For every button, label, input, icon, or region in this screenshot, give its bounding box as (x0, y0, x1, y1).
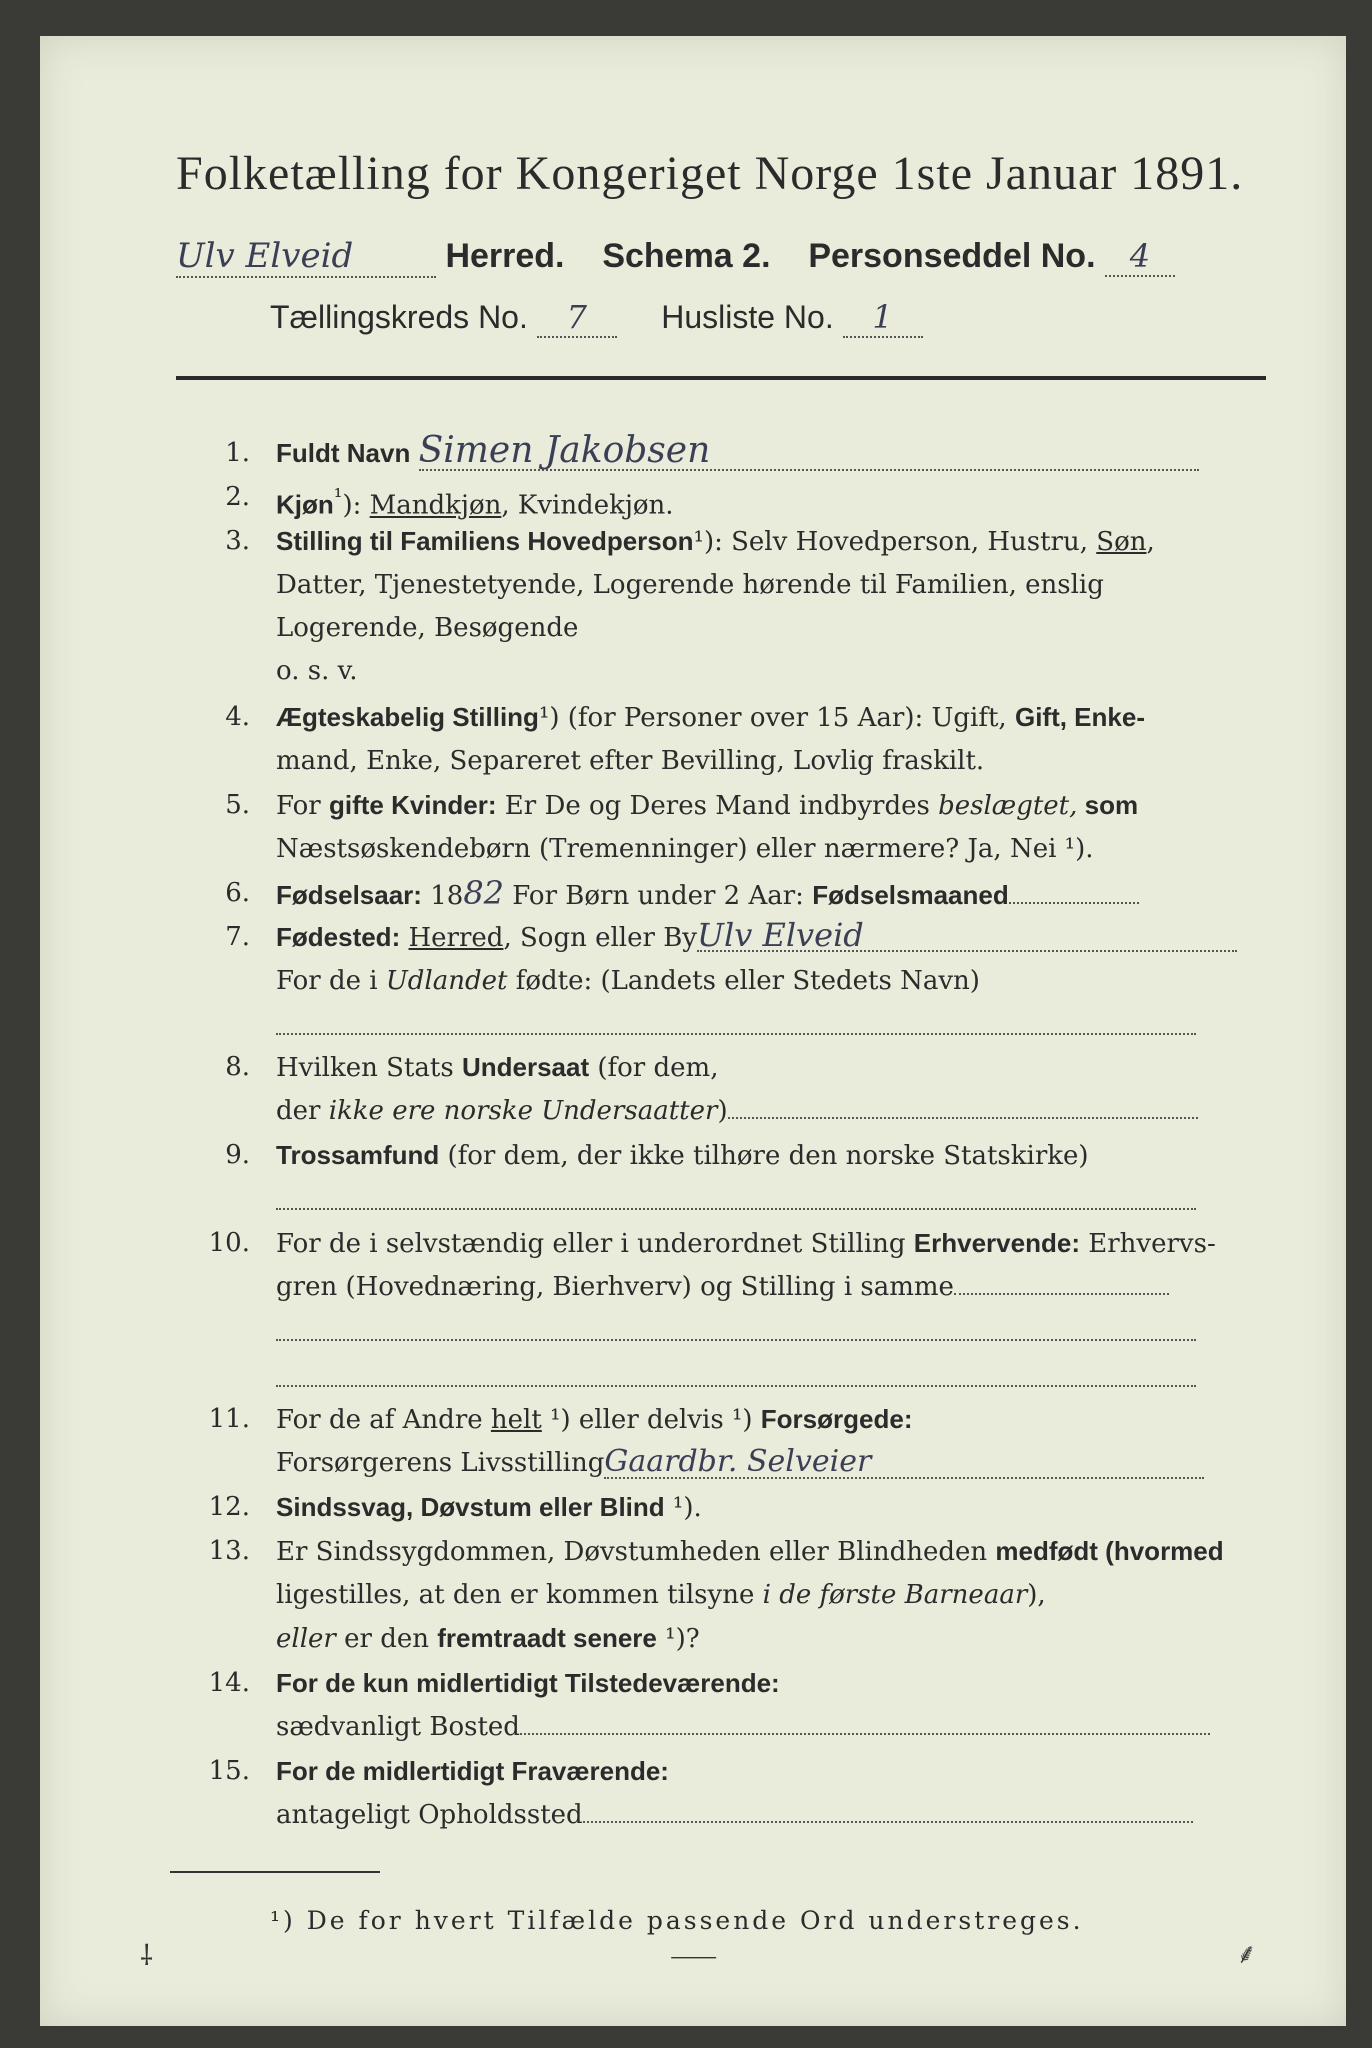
text (400, 923, 408, 953)
text: , (1146, 527, 1155, 557)
text: der (276, 1096, 329, 1126)
erhvervende-label: Erhvervende: (913, 1228, 1080, 1258)
herred-option: Herred (408, 923, 504, 953)
medfodt-label: medfødt (hvormed (995, 1536, 1224, 1566)
margin-mark-icon: ⸸ (140, 1939, 154, 1972)
husliste-value: 1 (843, 298, 923, 338)
text: (for dem, der ikke tilhøre den norske Statskirke) (439, 1141, 1089, 1171)
text-line: mand, Enke, Separeret efter Bevilling, Lovlig fraskilt. (276, 746, 985, 776)
aegteskab-label: Ægteskabelig Stilling (276, 702, 539, 732)
beslaegtet-text: beslægtet, (938, 791, 1078, 821)
opholdssted-label: antageligt Opholdssted (276, 1800, 583, 1830)
margin-mark-icon: ⸙ (1236, 1937, 1258, 1970)
text: Erhvervs- (1079, 1229, 1216, 1259)
text: eller (276, 1624, 336, 1654)
gifte-kvinder-label: gifte Kvinder: (328, 790, 497, 820)
sindssvag-label: Sindssvag, Døvstum eller Blind (276, 1492, 665, 1522)
personseddel-value: 4 (1105, 237, 1175, 277)
item-number: 10. (208, 1228, 250, 1258)
item-number: 4. (225, 702, 250, 732)
item-number: 9. (225, 1140, 250, 1170)
text-line: Næstsøskendebørn (Tremenninger) eller nærmere? Ja, Nei ¹). (276, 834, 1094, 864)
stilling-label: Stilling til Familiens Hovedperson (276, 526, 694, 556)
kreds-label: Tællingskreds No. (270, 299, 528, 335)
herred-label: Herred. (445, 237, 565, 275)
text: For de i (276, 966, 386, 996)
text: ): (342, 490, 370, 521)
text: Er De og Deres Mand indbyrdes (496, 791, 939, 821)
fravaerende-label: For de midlertidigt Fraværende: (276, 1756, 669, 1786)
fodselsmaaned-field (1009, 902, 1139, 904)
text: For de af Andre (276, 1405, 491, 1435)
fuldt-navn-value: Simen Jakobsen (419, 433, 1199, 471)
helt-option: helt (490, 1405, 542, 1435)
text: For (276, 791, 329, 821)
fuldt-navn-label: Fuldt Navn (276, 438, 411, 468)
item-number: 2. (225, 482, 250, 512)
item-number: 3. (225, 526, 250, 556)
text: (for dem, (589, 1053, 719, 1083)
trossamfund-label: Trossamfund (276, 1140, 440, 1170)
kjon-label: Kjøn (276, 489, 334, 520)
udland-field (276, 1003, 1196, 1035)
livsstilling-label: Forsørgerens Livsstilling (276, 1448, 605, 1478)
item-number: 11. (208, 1404, 250, 1434)
text: gren (Hovednæring, Bierhverv) og Stilling i samme (276, 1272, 954, 1302)
text: Udlandet (385, 966, 508, 996)
text: i de første Barneaar (762, 1580, 1028, 1610)
text: ) (717, 1096, 728, 1126)
text: fødte: (Landets eller Stedets Navn) (507, 966, 980, 996)
margin-mark-icon: ⸺ (670, 1939, 718, 1972)
kreds-husliste-row (270, 298, 1170, 338)
text: 18 (421, 881, 464, 911)
erhverv-field (954, 1293, 1169, 1295)
text: Hvilken Stats (276, 1053, 462, 1083)
item-number: 1. (225, 438, 250, 468)
tilstedevaerende-label: For de kun midlertidigt Tilstedeværende: (276, 1668, 780, 1698)
herred-value: Ulv Elveid (176, 236, 436, 278)
kvindekjon-option: , Kvindekjøn. (501, 490, 674, 521)
item-number: 14. (208, 1668, 250, 1698)
header-rule (176, 376, 1266, 380)
item-number: 15. (208, 1756, 250, 1786)
personseddel-label: Personseddel No. (808, 237, 1096, 275)
text: er den (335, 1624, 438, 1654)
bosted-label: sædvanligt Bosted (276, 1712, 520, 1742)
item-number: 6. (225, 878, 250, 908)
undersaat-field (728, 1117, 1198, 1119)
trossamfund-field (276, 1178, 1196, 1210)
husliste-label: Husliste No. (661, 299, 834, 335)
footnote: ¹) De for hvert Tilfælde passende Ord understreges. (270, 1906, 1084, 1935)
undersaat-label: Undersaat (461, 1052, 590, 1082)
mandkjon-option: Mandkjøn (369, 490, 502, 521)
text: ¹): Selv Hovedperson, Hustru, (693, 527, 1097, 557)
text-line: Logerende, Besøgende (276, 613, 579, 643)
kreds-value: 7 (537, 298, 617, 338)
fodested-value: Ulv Elveid (697, 920, 1237, 952)
bosted-field (520, 1733, 1210, 1735)
item-number: 5. (225, 790, 250, 820)
footnote-marker: ¹ (333, 485, 343, 510)
livsstilling-value: Gaardbr. Selveier (604, 1447, 1204, 1479)
footnote-rule (170, 1871, 380, 1873)
schema-label: Schema 2. (602, 237, 771, 275)
fodested-label: Fødested: (276, 922, 401, 952)
fodselsaar-label: Fødselsaar: (276, 880, 422, 910)
text: ¹)? (656, 1624, 700, 1654)
senere-label: fremtraadt senere (437, 1623, 657, 1653)
text: For de i selvstændig eller i underordnet Stilling (276, 1229, 914, 1259)
text-line: o. s. v. (276, 656, 358, 686)
text: ¹) eller delvis ¹) (541, 1405, 761, 1435)
text: ¹). (664, 1493, 702, 1523)
form-title: Folketælling for Kongeriget Norge 1ste Januar 1891. (176, 147, 1244, 200)
item-number: 8. (225, 1052, 250, 1082)
opholdssted-field (583, 1821, 1193, 1823)
census-form-sheet (40, 36, 1346, 2026)
erhverv-field-3 (276, 1355, 1196, 1387)
item-number: 12. (208, 1492, 250, 1522)
gift-option: Gift, Enke- (1014, 702, 1145, 732)
fodselsmaaned-label: Fødselsmaaned (812, 880, 1009, 910)
text-line: Datter, Tjenestetyende, Logerende hørende til Familien, enslig (276, 570, 1104, 600)
text: som (1077, 790, 1139, 820)
text: ligestilles, at den er kommen tilsyne (276, 1580, 763, 1610)
text: Er Sindssygdommen, Døvstumheden eller Blindheden (276, 1537, 996, 1567)
forsorgede-label: Forsørgede: (760, 1404, 913, 1434)
item-number: 7. (225, 922, 250, 952)
fodselsaar-value: 82 (463, 874, 505, 912)
text: ), (1027, 1580, 1046, 1610)
herred-schema-row (176, 236, 1266, 278)
text: , Sogn eller By (503, 923, 697, 953)
text: ikke ere norske Undersaatter (328, 1096, 718, 1126)
erhverv-field-2 (276, 1309, 1196, 1341)
text: ¹) (for Personer over 15 Aar): Ugift, (538, 703, 1015, 733)
text: For Børn under 2 Aar: (504, 881, 813, 911)
item-number: 13. (208, 1536, 250, 1566)
son-option: Søn (1096, 527, 1147, 557)
